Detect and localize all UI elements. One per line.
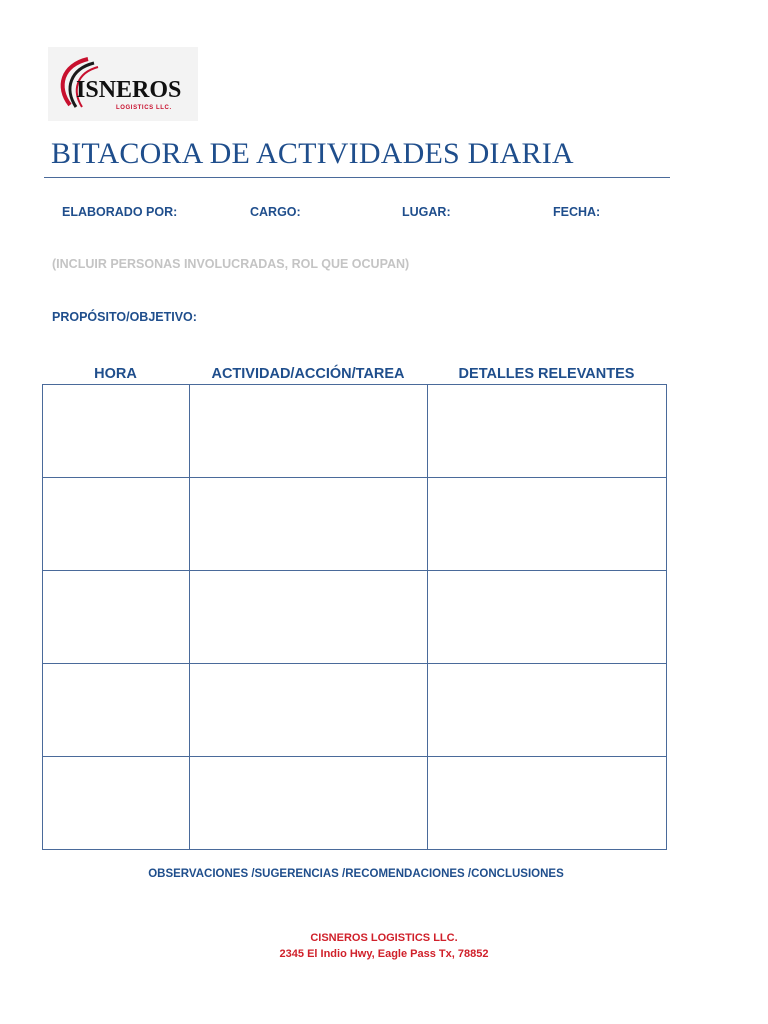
table-row [43, 664, 667, 757]
detalles-cell[interactable] [428, 664, 667, 757]
actividad-cell[interactable] [190, 385, 428, 478]
detalles-cell[interactable] [428, 385, 667, 478]
actividad-cell[interactable] [190, 571, 428, 664]
actividad-cell[interactable] [190, 757, 428, 850]
detalles-cell[interactable] [428, 757, 667, 850]
logo-tagline: LOGISTICS LLC. [116, 105, 172, 111]
involved-persons-note: (INCLUIR PERSONAS INVOLUCRADAS, ROL QUE OCUPAN) [52, 257, 410, 271]
hora-cell[interactable] [43, 664, 190, 757]
activity-log-table [42, 384, 667, 850]
hora-cell[interactable] [43, 385, 190, 478]
page-title: BITACORA DE ACTIVIDADES DIARIA [51, 137, 574, 170]
hora-cell[interactable] [43, 478, 190, 571]
footer-address: 2345 El Indio Hwy, Eagle Pass Tx, 78852 [279, 948, 489, 960]
actividad-cell[interactable] [190, 478, 428, 571]
detalles-cell[interactable] [428, 478, 667, 571]
table-row [43, 478, 667, 571]
table-row [43, 757, 667, 850]
actividad-cell[interactable] [190, 664, 428, 757]
lugar-label: LUGAR: [402, 205, 451, 219]
table-row [43, 571, 667, 664]
footer-company-name: CISNEROS LOGISTICS LLC. [310, 932, 458, 944]
table-row [43, 385, 667, 478]
purpose-label: PROPÓSITO/OBJETIVO: [52, 310, 197, 324]
column-header-detalles: DETALLES RELEVANTES [458, 366, 635, 382]
title-divider [44, 177, 670, 178]
detalles-cell[interactable] [428, 571, 667, 664]
observations-label: OBSERVACIONES /SUGERENCIAS /RECOMENDACIONES /CONCLUSIONES [148, 868, 564, 880]
cisneros-logo-graphic [48, 47, 198, 121]
fecha-label: FECHA: [553, 205, 601, 219]
elaborado-por-label: ELABORADO POR: [62, 205, 178, 219]
cargo-label: CARGO: [250, 205, 301, 219]
hora-cell[interactable] [43, 571, 190, 664]
column-header-hora: HORA [94, 366, 137, 382]
logo-brand-text: ISNEROS [76, 77, 182, 103]
company-logo [48, 47, 198, 121]
column-header-actividad: ACTIVIDAD/ACCIÓN/TAREA [211, 366, 405, 382]
hora-cell[interactable] [43, 757, 190, 850]
